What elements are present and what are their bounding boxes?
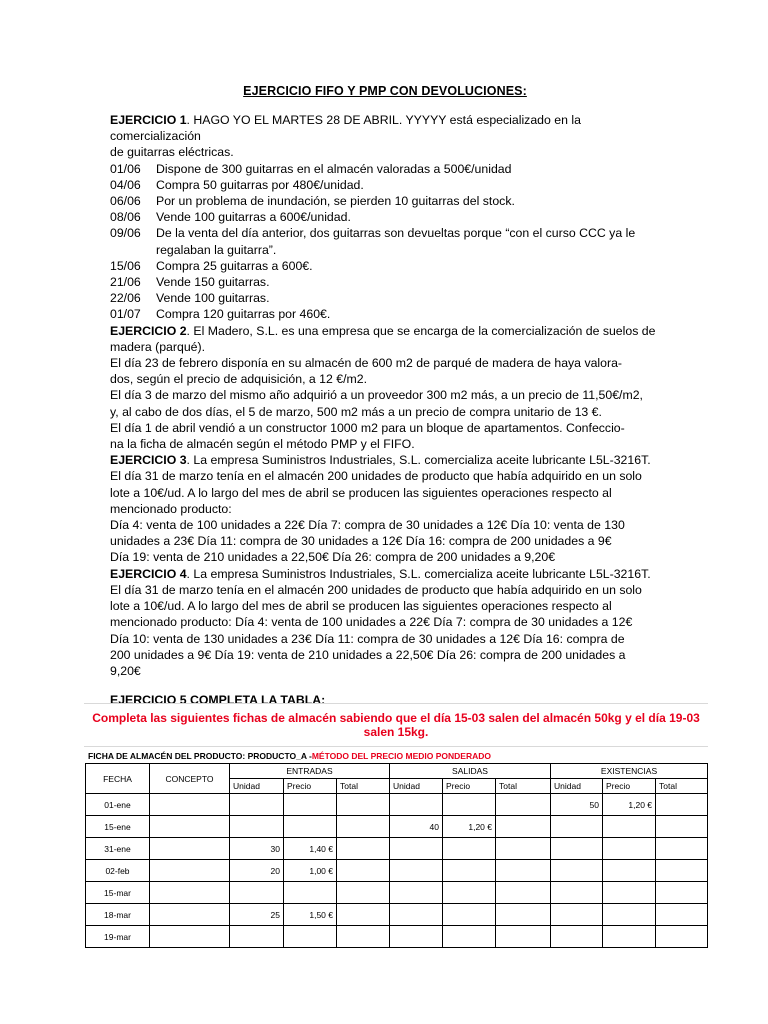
- table-cell[interactable]: [551, 882, 603, 904]
- entry-text: Vende 100 guitarras a 600€/unidad.: [156, 210, 351, 225]
- entry-date: 08/06: [110, 210, 141, 225]
- inventory-table: [85, 763, 708, 948]
- header-entradas-precio: Precio: [284, 779, 337, 794]
- table-cell[interactable]: [284, 882, 337, 904]
- table-cell[interactable]: [603, 816, 656, 838]
- table-cell[interactable]: [496, 904, 551, 926]
- header-salidas: SALIDAS: [390, 764, 551, 779]
- table-cell[interactable]: 1,00 €: [284, 860, 337, 882]
- ej1-entry: [110, 290, 660, 306]
- table-cell[interactable]: 30: [230, 838, 284, 860]
- table-cell[interactable]: [656, 794, 708, 816]
- header-salidas-unidad: Unidad: [390, 779, 443, 794]
- table-cell[interactable]: [337, 838, 390, 860]
- cell-fecha[interactable]: 01-ene: [86, 794, 150, 816]
- cell-fecha[interactable]: 18-mar: [86, 904, 150, 926]
- table-cell[interactable]: [656, 926, 708, 948]
- header-existencias-precio: Precio: [603, 779, 656, 794]
- entry-text: Vende 100 guitarras.: [156, 291, 270, 306]
- table-cell[interactable]: 20: [230, 860, 284, 882]
- ej1-entry: [110, 242, 660, 258]
- table-row: [86, 794, 708, 816]
- ej4-line-4: mencionado producto: Día 4: venta de 100 unidades a 22€ Día 7: compra de 30 unidades a 12€: [110, 615, 633, 630]
- table-cell[interactable]: [551, 926, 603, 948]
- sheet-instruction: Completa las siguientes fichas de almacén sabiendo que el día 15-03 salen del almacén 50kg y el día 19-03 salen 15kg.: [84, 703, 708, 746]
- ej2-label: EJERCICIO 2: [110, 323, 187, 338]
- ej4-line-3: lote a 10€/ud. A lo largo del mes de abril se producen las siguientes operaciones respecto al: [110, 599, 612, 614]
- header-existencias: EXISTENCIAS: [551, 764, 708, 779]
- table-cell[interactable]: [603, 904, 656, 926]
- entry-date: 06/06: [110, 194, 141, 209]
- table-cell[interactable]: 40: [390, 816, 443, 838]
- entry-date: 21/06: [110, 275, 141, 290]
- ej2-line-7: El día 1 de abril vendió a un constructor 1000 m2 para un bloque de apartamentos. Confeccio-: [110, 420, 625, 435]
- table-cell[interactable]: [603, 860, 656, 882]
- ej1-intro-cont: de guitarras eléctricas.: [110, 145, 234, 160]
- header-entradas-unidad: Unidad: [230, 779, 284, 794]
- entry-text: Dispone de 300 guitarras en el almacén valoradas a 500€/unidad: [156, 161, 512, 176]
- ej4-line-5: Día 10: venta de 130 unidades a 23€ Día 11: compra de 30 unidades a 12€ Día 16: compra de: [110, 631, 625, 646]
- entry-text: De la venta del día anterior, dos guitarras son devueltas porque “con el curso CCC ya le: [156, 226, 636, 241]
- entry-text: regalaban la guitarra”.: [156, 242, 277, 257]
- table-cell[interactable]: [656, 904, 708, 926]
- table-row: [86, 838, 708, 860]
- spreadsheet-area: [84, 703, 708, 948]
- table-cell[interactable]: [603, 926, 656, 948]
- header-concepto: CONCEPTO: [150, 764, 230, 794]
- entry-date: 15/06: [110, 258, 141, 273]
- entry-date: 09/06: [110, 226, 141, 241]
- table-cell[interactable]: [230, 816, 284, 838]
- table-row: [86, 860, 708, 882]
- header-salidas-total: Total: [496, 779, 551, 794]
- ej1-entry: [110, 209, 660, 225]
- entry-date: [110, 242, 156, 258]
- ej1-entry: [110, 193, 660, 209]
- table-cell[interactable]: 50: [551, 794, 603, 816]
- table-cell[interactable]: [390, 838, 443, 860]
- table-cell[interactable]: [551, 904, 603, 926]
- header-salidas-precio: Precio: [443, 779, 496, 794]
- cell-fecha[interactable]: 02-feb: [86, 860, 150, 882]
- ej1-intro: EJERCICIO 1. HAGO YO EL MARTES 28 DE ABRIL. YYYYY está especializado en la comercialización: [110, 113, 581, 144]
- ej1-label: EJERCICIO 1: [110, 113, 187, 127]
- table-cell[interactable]: [496, 882, 551, 904]
- table-cell[interactable]: [443, 838, 496, 860]
- ej4-line-7: 9,20€: [110, 663, 141, 678]
- ej2-line-1: EJERCICIO 2. El Madero, S.L. es una empresa que se encarga de la comercialización de suelos de: [110, 323, 656, 338]
- ej1-entry: [110, 274, 660, 290]
- ej1-entry: [110, 177, 660, 193]
- table-cell[interactable]: [656, 816, 708, 838]
- table-cell[interactable]: [150, 860, 230, 882]
- table-cell[interactable]: [337, 816, 390, 838]
- cell-fecha[interactable]: 31-ene: [86, 838, 150, 860]
- table-cell[interactable]: [551, 860, 603, 882]
- ej1-entries: [110, 161, 660, 323]
- entry-text: Compra 120 guitarras por 460€.: [156, 307, 331, 322]
- entry-date: 01/07: [110, 307, 141, 322]
- ej3-line-6: unidades a 23€ Día 11: compra de 30 unidades a 12€ Día 16: compra de 200 unidades a 9€: [110, 534, 612, 549]
- ficha-method: MÉTODO DEL PRECIO MEDIO PONDERADO: [311, 751, 491, 761]
- table-cell[interactable]: [150, 904, 230, 926]
- header-entradas-total: Total: [337, 779, 390, 794]
- table-cell[interactable]: [656, 860, 708, 882]
- table-header-row: [86, 764, 708, 779]
- table-cell[interactable]: [390, 860, 443, 882]
- ej3-line-5: Día 4: venta de 100 unidades a 22€ Día 7: compra de 30 unidades a 12€ Día 10: venta de 130: [110, 518, 625, 533]
- table-row: [86, 904, 708, 926]
- table-row: [86, 926, 708, 948]
- entry-text: Vende 150 guitarras.: [156, 275, 270, 290]
- ej1-entry: [110, 306, 660, 322]
- ej2-line-3: El día 23 de febrero disponía en su almacén de 600 m2 de parqué de madera de haya valora-: [110, 356, 623, 371]
- entry-date: 04/06: [110, 177, 141, 192]
- ej4-line-2: El día 31 de marzo tenía en el almacén 200 unidades de producto que había adquirido en un solo: [110, 582, 642, 597]
- table-cell[interactable]: [284, 816, 337, 838]
- table-cell[interactable]: [230, 926, 284, 948]
- table-cell[interactable]: 25: [230, 904, 284, 926]
- table-body: [86, 794, 708, 948]
- table-cell[interactable]: [230, 882, 284, 904]
- ej1-entry: [110, 258, 660, 274]
- ej4-line-6: 200 unidades a 9€ Día 19: venta de 210 unidades a 22,50€ Día 26: compra de 200 unidades a: [110, 647, 626, 662]
- ej2-line-2: madera (parqué).: [110, 339, 206, 354]
- entry-date: 22/06: [110, 291, 141, 306]
- table-row: [86, 882, 708, 904]
- ej3-line-4: mencionado producto:: [110, 501, 232, 516]
- table-cell[interactable]: [337, 926, 390, 948]
- table-cell[interactable]: [150, 838, 230, 860]
- header-existencias-unidad: Unidad: [551, 779, 603, 794]
- ficha-header: FICHA DE ALMACÉN DEL PRODUCTO: PRODUCTO_A -MÉTODO DEL PRECIO MEDIO PONDERADO: [84, 746, 708, 763]
- table-cell[interactable]: 1,20 €: [603, 794, 656, 816]
- header-existencias-total: Total: [656, 779, 708, 794]
- ej3-line-7: Día 19: venta de 210 unidades a 22,50€ Día 26: compra de 200 unidades a 9,20€: [110, 550, 556, 565]
- table-cell[interactable]: 1,20 €: [443, 816, 496, 838]
- ej3-label: EJERCICIO 3: [110, 453, 187, 468]
- header-entradas: ENTRADAS: [230, 764, 390, 779]
- table-cell[interactable]: [496, 816, 551, 838]
- table-row: [86, 816, 708, 838]
- table-cell[interactable]: [496, 838, 551, 860]
- ej3-line-2: El día 31 de marzo tenía en el almacén 200 unidades de producto que había adquirido en un solo: [110, 469, 642, 484]
- cell-fecha[interactable]: 15-mar: [86, 882, 150, 904]
- ej4-label: EJERCICIO 4: [110, 566, 187, 581]
- ej1-entry: [110, 161, 660, 177]
- ej4-line-1: EJERCICIO 4. La empresa Suministros Industriales, S.L. comercializa aceite lubricante L5L-3216T.: [110, 566, 651, 581]
- table-cell[interactable]: [443, 904, 496, 926]
- table-cell[interactable]: [496, 794, 551, 816]
- table-cell[interactable]: [551, 838, 603, 860]
- ej5-title: EJERCICIO 5 COMPLETA LA TABLA:: [110, 693, 326, 708]
- table-cell[interactable]: [551, 816, 603, 838]
- table-cell[interactable]: [443, 794, 496, 816]
- table-cell[interactable]: [337, 904, 390, 926]
- page-title: EJERCICIO FIFO Y PMP CON DEVOLUCIONES:: [243, 84, 527, 98]
- cell-fecha[interactable]: 19-mar: [86, 926, 150, 948]
- table-cell[interactable]: [496, 860, 551, 882]
- table-cell[interactable]: [603, 838, 656, 860]
- table-cell[interactable]: 1,50 €: [284, 904, 337, 926]
- header-fecha: FECHA: [86, 764, 150, 794]
- entry-text: Por un problema de inundación, se pierden 10 guitarras del stock.: [156, 194, 515, 209]
- table-cell[interactable]: 1,40 €: [284, 838, 337, 860]
- entry-text: Compra 25 guitarras a 600€.: [156, 258, 313, 273]
- ej3-line-1: EJERCICIO 3. La empresa Suministros Industriales, S.L. comercializa aceite lubricante L5L-3216T.: [110, 453, 651, 468]
- table-cell[interactable]: [150, 816, 230, 838]
- table-cell[interactable]: [656, 838, 708, 860]
- table-cell[interactable]: [284, 926, 337, 948]
- table-cell[interactable]: [603, 882, 656, 904]
- table-cell[interactable]: [443, 926, 496, 948]
- table-cell[interactable]: [390, 882, 443, 904]
- table-cell[interactable]: [337, 794, 390, 816]
- ej2-line-6: y, al cabo de dos días, el 5 de marzo, 500 m2 más a un precio de compra unitario de 13 €.: [110, 404, 602, 419]
- ej2-line-4: dos, según el precio de adquisición, a 12 €/m2.: [110, 372, 368, 387]
- table-cell[interactable]: [337, 882, 390, 904]
- ej3-line-3: lote a 10€/ud. A lo largo del mes de abril se producen las siguientes operaciones respecto al: [110, 485, 612, 500]
- table-cell[interactable]: [337, 860, 390, 882]
- table-cell[interactable]: [443, 860, 496, 882]
- entry-date: 01/06: [110, 161, 141, 176]
- table-cell[interactable]: [150, 794, 230, 816]
- cell-fecha[interactable]: 15-ene: [86, 816, 150, 838]
- table-cell[interactable]: [656, 882, 708, 904]
- table-cell[interactable]: [496, 926, 551, 948]
- table-cell[interactable]: [150, 926, 230, 948]
- table-cell[interactable]: [390, 926, 443, 948]
- ej2-line-5: El día 3 de marzo del mismo año adquirió a un proveedor 300 m2 más, a un precio de 11,50€/m2,: [110, 388, 643, 403]
- ej2-line-8: na la ficha de almacén según el método PMP y el FIFO.: [110, 437, 415, 452]
- table-cell[interactable]: [443, 882, 496, 904]
- table-cell[interactable]: [390, 794, 443, 816]
- entry-text: Compra 50 guitarras por 480€/unidad.: [156, 177, 364, 192]
- table-cell[interactable]: [150, 882, 230, 904]
- ej1-entry: [110, 225, 660, 241]
- table-cell[interactable]: [284, 794, 337, 816]
- table-cell[interactable]: [390, 904, 443, 926]
- table-cell[interactable]: [230, 794, 284, 816]
- document-body: [110, 84, 660, 707]
